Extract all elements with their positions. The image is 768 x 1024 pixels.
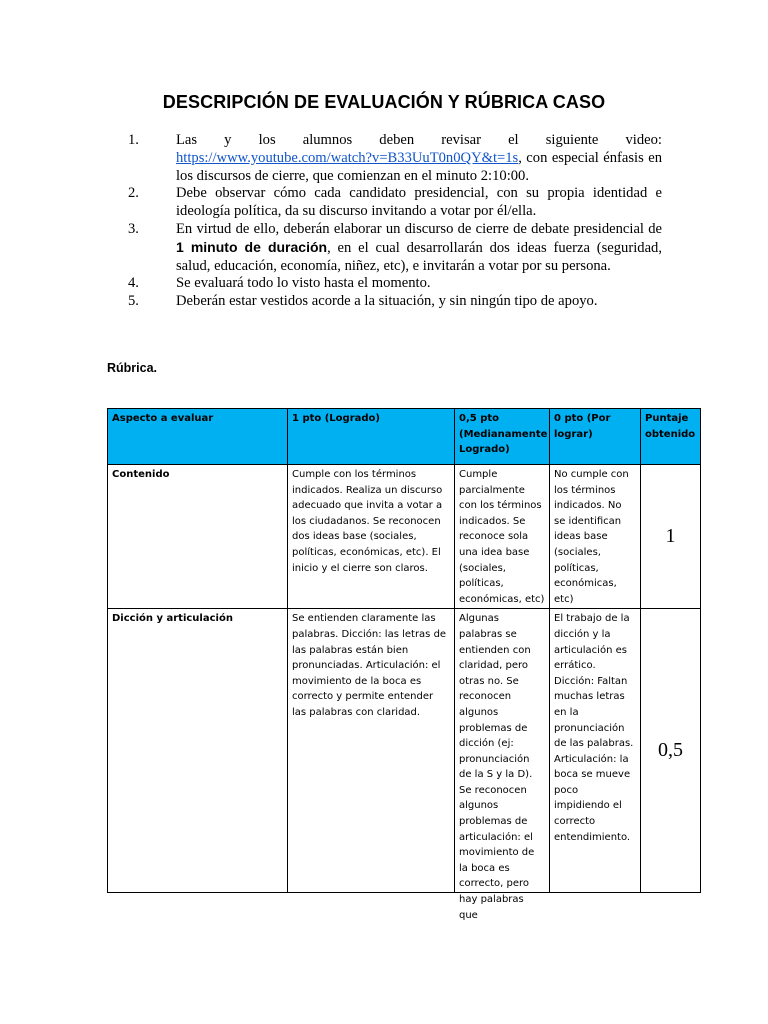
score-cell: 1	[641, 465, 701, 609]
page-title: DESCRIPCIÓN DE EVALUACIÓN Y RÚBRICA CASO	[162, 92, 606, 112]
table-row	[108, 465, 701, 609]
column-header: Aspecto a evaluar	[108, 409, 288, 465]
table-header-row	[108, 409, 701, 465]
duration-emphasis: 1 minuto de duración	[176, 238, 328, 255]
video-link[interactable]: https://www.youtube.com/watch?v=B33UuT0n0QY&t=1s	[176, 149, 519, 166]
rubric-table	[107, 408, 701, 921]
instruction-text: Se evaluará todo lo visto hasta el momento.	[176, 275, 431, 292]
instruction-text: Debe observar cómo cada candidato presidencial, con su propia identidad e ideología política, da su discurso invitando a votar por él/ella.	[176, 185, 662, 220]
column-header: Puntaje obtenido	[641, 409, 701, 465]
column-header: 0,5 pto (Medianamente Logrado)	[455, 409, 550, 465]
instruction-number: 2.	[128, 185, 139, 202]
medianamente-text: Algunas palabras se entienden con claridad, pero otras no. Se reconocen algunos problemas de dicción (ej: pronunciación de la S y la D). Se reconocen algunos problemas de articulación: el movimiento de la boca es correcto, pero hay palabras que	[459, 613, 535, 921]
table-row	[108, 609, 701, 893]
instruction-item	[128, 293, 662, 311]
instruction-text: , con especial énfasis en los discursos de cierre, que comienzan en el minuto 2:10:00.	[176, 149, 662, 184]
instruction-text: Las y los alumnos deben revisar el siguiente video:	[176, 132, 662, 148]
rubric-heading: Rúbrica.	[107, 361, 158, 375]
medianamente-cell: Cumple parcialmente con los términos indicados. Se reconoce sola una idea base (sociales, políticas, económicas, etc)	[455, 465, 550, 609]
instruction-number: 1.	[128, 132, 139, 148]
medianamente-cell	[455, 609, 550, 921]
instruction-number: 4.	[128, 275, 139, 292]
logrado-cell: Cumple con los términos indicados. Realiza un discurso adecuado que invita a votar a los ciudadanos. Se reconocen dos ideas base (sociales, políticas, económicas, etc). El inicio y el cierre son claros.	[288, 465, 455, 609]
instruction-item	[128, 185, 662, 221]
score-cell: 0,5	[641, 609, 701, 893]
instruction-number: 5.	[128, 293, 139, 310]
logrado-cell: Se entienden claramente las palabras. Dicción: las letras de las palabras están bien pronunciadas. Articulación: el movimiento de la boca es correcto y permite entender las palabras con claridad.	[288, 609, 455, 893]
por-lograr-cell: No cumple con los términos indicados. No se identifican ideas base (sociales, políticas, económicas, etc)	[550, 465, 641, 609]
instruction-text: , en el cual desarrollarán dos ideas fuerza (seguridad, salud, educación, economía, niñez, etc), e invitarán a votar por su persona.	[176, 239, 662, 274]
por-lograr-cell: El trabajo de la dicción y la articulación es errático. Dicción: Faltan muchas letras en la pronunciación de las palabras. Articulación: la boca se mueve poco impidiendo el correcto entendimiento.	[550, 609, 641, 893]
column-header: 0 pto (Por lograr)	[550, 409, 641, 465]
instruction-item	[128, 275, 662, 293]
aspect-cell: Contenido	[108, 465, 288, 609]
instruction-number: 3.	[128, 220, 139, 237]
instruction-text: En virtud de ello, deberán elaborar un discurso de cierre de debate presidencial de	[176, 220, 662, 237]
instruction-item	[128, 132, 662, 185]
instruction-text: Deberán estar vestidos acorde a la situación, y sin ningún tipo de apoyo.	[176, 293, 598, 310]
instructions-list	[128, 132, 662, 311]
instruction-item	[128, 221, 662, 275]
aspect-cell: Dicción y articulación	[108, 609, 288, 893]
column-header: 1 pto (Logrado)	[288, 409, 455, 465]
